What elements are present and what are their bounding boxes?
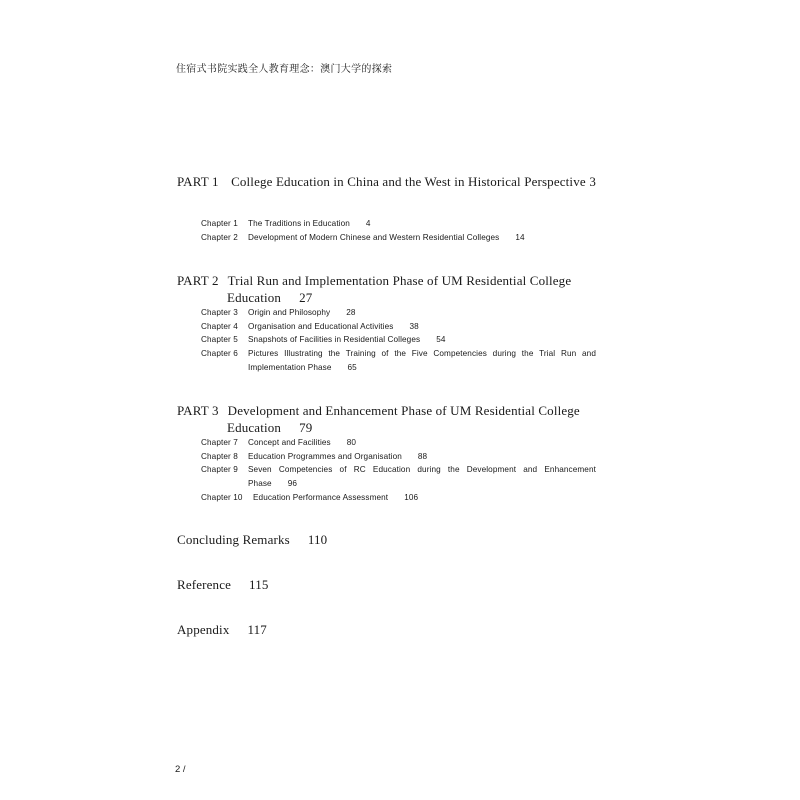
entry-title: Reference: [177, 577, 232, 592]
chapter-title: Education Programmes and Organisation: [248, 451, 402, 461]
chapter-title: Education Performance Assessment: [253, 492, 389, 502]
toc-reference[interactable]: [177, 577, 269, 593]
chapter-label: Chapter 3: [201, 308, 238, 317]
chapter-page-number: 96: [287, 479, 298, 489]
chapter-label: Chapter 9: [201, 465, 238, 475]
chapter-page-number: 54: [436, 335, 446, 345]
toc-chapter-10[interactable]: [201, 491, 596, 505]
part-title-line-2: Education: [227, 420, 282, 435]
part-3-chapter-list: [201, 436, 596, 505]
chapter-title: Organisation and Educational Activities: [248, 321, 394, 331]
part-page-number: 79: [299, 420, 313, 435]
chapter-title: The Traditions in Education: [248, 219, 350, 228]
chapter-label: Chapter 1: [201, 219, 238, 228]
entry-page-number: 110: [307, 532, 328, 547]
part-2-chapter-list: [201, 306, 596, 375]
chapter-page-number: 4: [365, 219, 371, 228]
chapter-title: Concept and Facilities: [248, 438, 331, 447]
running-header: 住宿式书院实践全人教育理念：澳门大学的探索: [176, 64, 393, 75]
toc-part-2[interactable]: [177, 272, 596, 306]
toc-chapter-5[interactable]: [201, 333, 596, 347]
part-1-chapter-list: [201, 217, 596, 244]
chapter-page-number: 65: [347, 362, 357, 372]
chapter-label: Chapter 5: [201, 335, 238, 345]
entry-page-number: 117: [247, 622, 267, 637]
entry-title: Appendix: [177, 622, 230, 637]
chapter-page-number: 28: [346, 308, 356, 317]
part-title-line-2: Education: [227, 290, 282, 305]
toc-chapter-1[interactable]: [201, 217, 596, 231]
entry-title: Concluding Remarks: [177, 532, 290, 547]
toc-chapter-7[interactable]: [201, 436, 596, 450]
entry-page-number: 115: [249, 577, 269, 592]
chapter-page-number: 14: [515, 232, 525, 242]
chapter-label: Chapter 6: [201, 349, 238, 359]
part-page-number: 27: [299, 290, 313, 305]
chapter-title: Origin and Philosophy: [248, 308, 331, 317]
chapter-label: Chapter 10: [201, 492, 243, 502]
toc-concluding-remarks[interactable]: [177, 532, 327, 548]
chapter-page-number: 106: [404, 492, 419, 502]
chapter-title: Pictures Illustrating the Training of the Five Competencies during the Trial Run and Implementation Phase: [248, 349, 596, 372]
chapter-page-number: 80: [346, 438, 357, 447]
toc-part-1[interactable]: [177, 173, 596, 190]
chapter-page-number: 88: [417, 451, 428, 461]
toc-chapter-6[interactable]: [201, 347, 596, 374]
part-title: College Education in China and the West in Historical Perspective: [231, 174, 586, 189]
toc-chapter-3[interactable]: [201, 306, 596, 320]
chapter-label: Chapter 4: [201, 321, 238, 331]
page-number-footer: 2 /: [175, 764, 186, 775]
part-number: PART 3: [177, 403, 219, 418]
chapter-page-number: 38: [409, 321, 419, 331]
chapter-title: Seven Competencies of RC Education during the Development and Enhancement Phase: [248, 465, 596, 489]
toc-part-3[interactable]: [177, 402, 596, 436]
chapter-label: Chapter 2: [201, 232, 238, 242]
chapter-title: Development of Modern Chinese and Western Residential Colleges: [248, 232, 500, 242]
toc-appendix[interactable]: [177, 622, 267, 638]
part-number: PART 1: [177, 174, 219, 189]
toc-chapter-2[interactable]: [201, 231, 596, 245]
part-page-number: 3: [589, 174, 596, 189]
toc-chapter-4[interactable]: [201, 320, 596, 334]
part-title-line-1: Development and Enhancement Phase of UM Residential College: [227, 403, 580, 418]
chapter-label: Chapter 8: [201, 451, 238, 461]
toc-chapter-8[interactable]: [201, 450, 596, 464]
part-number: PART 2: [177, 273, 219, 288]
part-title-line-1: Trial Run and Implementation Phase of UM Residential College: [227, 273, 572, 288]
toc-chapter-9[interactable]: [201, 463, 596, 490]
chapter-title: Snapshots of Facilities in Residential Colleges: [248, 335, 421, 345]
chapter-label: Chapter 7: [201, 438, 238, 447]
